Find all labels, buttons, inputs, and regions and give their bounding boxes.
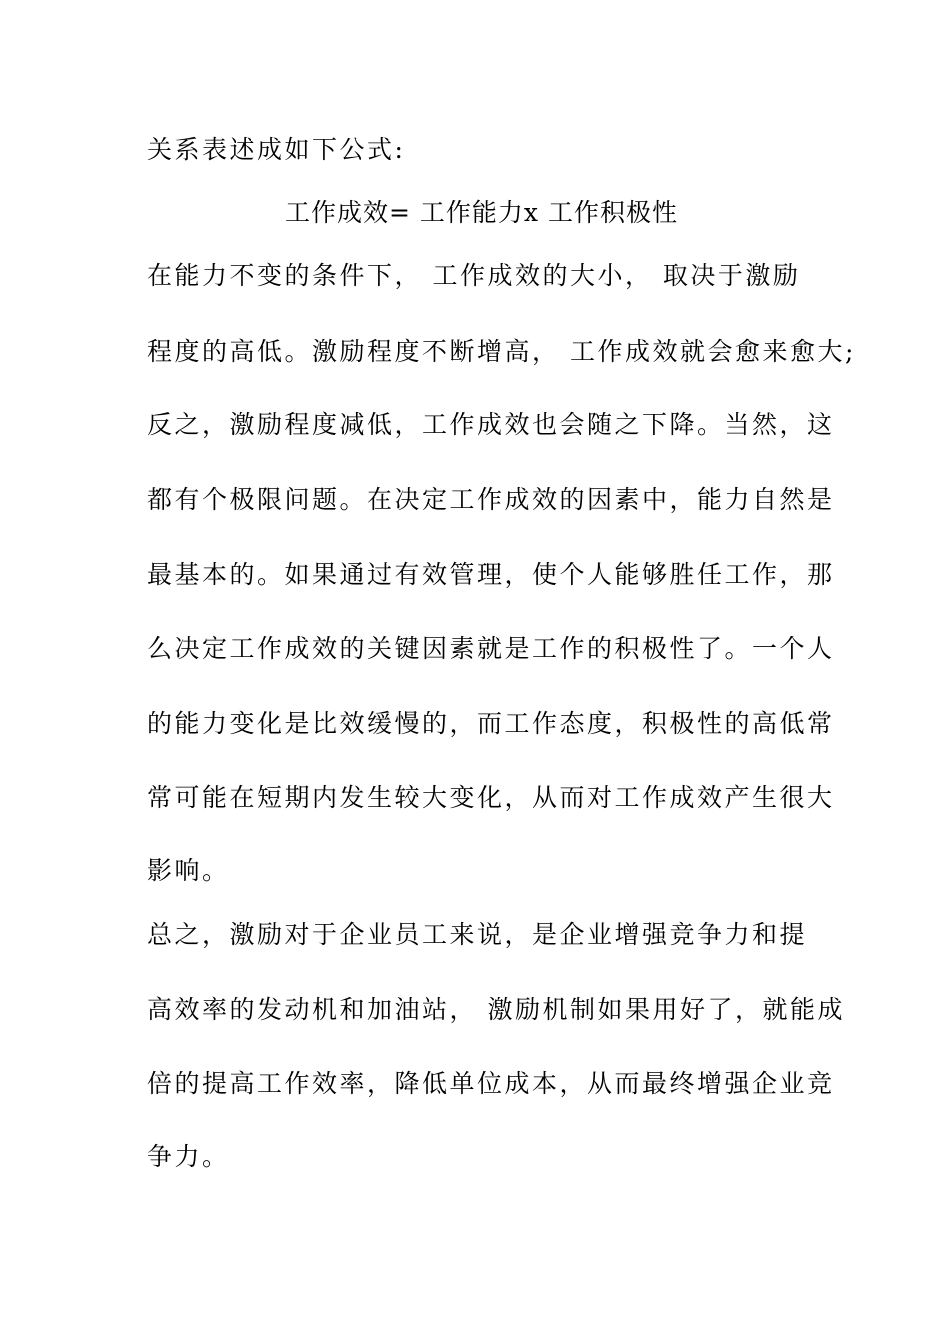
paragraph2-line-2: 高效率的发动机和加油站， 激励机制如果用好了，就能成 <box>147 995 845 1024</box>
paragraph1-line-6: 么决定工作成效的关键因素就是工作的积极性了。一个人 <box>147 634 835 663</box>
paragraph1-line-2: 程度的高低。激励程度不断增高， 工作成效就会愈来愈大; <box>147 337 856 366</box>
paragraph1-line-8: 常可能在短期内发生较大变化，从而对工作成效产生很大 <box>147 783 835 812</box>
paragraph1-line-4: 都有个极限问题。在决定工作成效的因素中，能力自然是 <box>147 485 835 514</box>
paragraph2-line-3: 倍的提高工作效率，降低单位成本，从而最终增强企业竞 <box>147 1069 835 1098</box>
paragraph1-line-3: 反之，激励程度减低，工作成效也会随之下降。当然，这 <box>147 410 835 439</box>
paragraph1-line-9: 影响。 <box>147 856 230 885</box>
paragraph1-line-5: 最基本的。如果通过有效管理，使个人能够胜任工作，那 <box>147 560 835 589</box>
paragraph1-line-7: 的能力变化是比效缓慢的，而工作态度，积极性的高低常 <box>147 709 835 738</box>
formula-line: 工作成效= 工作能力x 工作积极性 <box>285 198 678 227</box>
paragraph1-line-1: 在能力不变的条件下， 工作成效的大小， 取决于激励 <box>147 261 801 290</box>
paragraph2-line-4: 争力。 <box>147 1142 230 1171</box>
paragraph2-line-1: 总之，激励对于企业员工来说，是企业增强竞争力和提 <box>147 920 808 949</box>
intro-line: 关系表述成如下公式: <box>147 135 406 164</box>
